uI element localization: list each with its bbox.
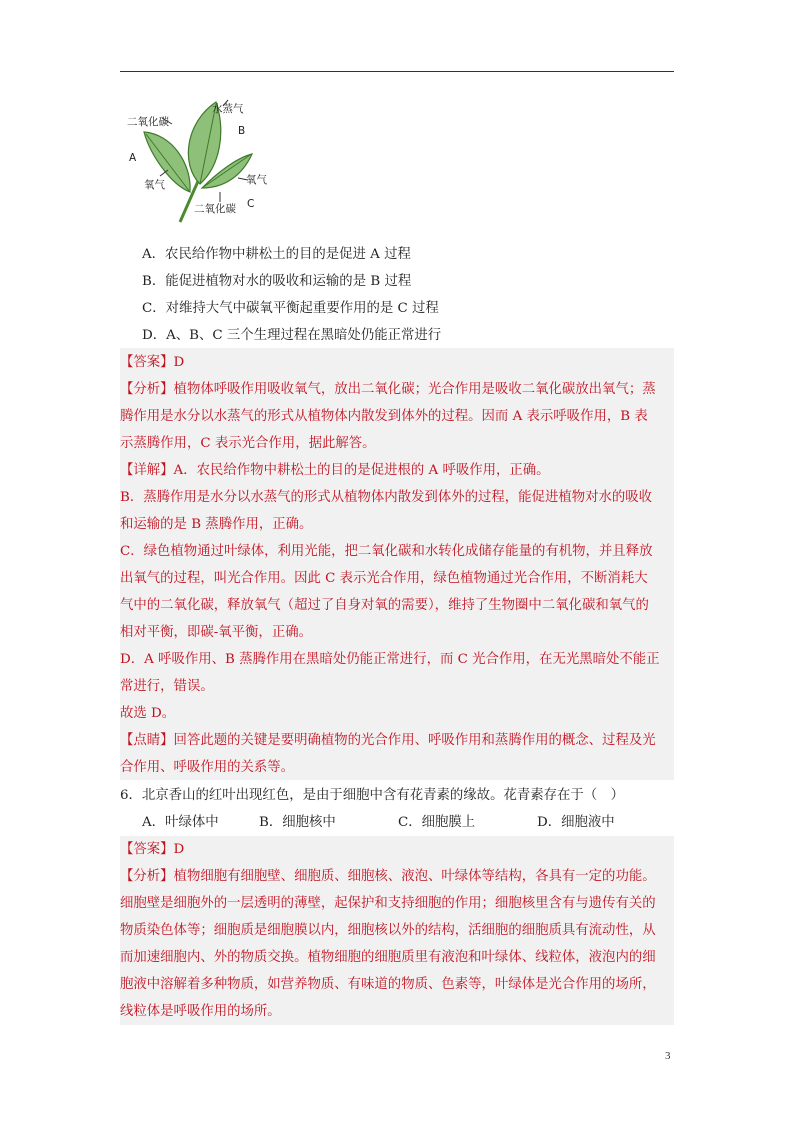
q5-option-c: C．对维持大气中碳氧平衡起重要作用的是 C 过程 <box>142 301 439 316</box>
q6-analysis-line: 物质染色体等；细胞质是细胞膜以内，细胞核以外的结构，活细胞的细胞质具有流动性，从 <box>120 923 656 938</box>
q6-analysis-line: 而加速细胞内、外的物质交换。植物细胞的细胞质里有液泡和叶绿体、线粒体，液泡内的细 <box>120 950 656 965</box>
label-oxygen-left: 氧气 <box>144 179 165 191</box>
q6-analysis-line: 【分析】植物细胞有细胞壁、细胞质、细胞核、液泡、叶绿体等结构，各具有一定的功能。 <box>120 869 656 884</box>
q5-detail-line: 和运输的是 B 蒸腾作用，正确。 <box>120 517 313 532</box>
q6-stem: 6．北京香山的红叶出现红色，是由于细胞中含有花青素的缘故。花青素存在于（ ） <box>120 788 624 803</box>
q6-answer: 【答案】D <box>120 842 185 857</box>
q5-detail-line: 【详解】A．农民给作物中耕松土的目的是促进根的 A 呼吸作用，正确。 <box>120 463 550 478</box>
label-letter-b: B <box>238 125 246 137</box>
q5-detail-line: B．蒸腾作用是水分以水蒸气的形式从植物体内散发到体外的过程，能促进植物对水的吸收 <box>120 490 653 505</box>
label-carbon-dioxide-bottom: 二氧化碳 <box>194 203 236 215</box>
q5-option-a: A．农民给作物中耕松土的目的是促进 A 过程 <box>142 247 411 262</box>
q6-answer-block <box>120 836 674 1025</box>
header-rule <box>120 71 674 72</box>
q5-analysis-line: 示蒸腾作用，C 表示光合作用，据此解答。 <box>120 436 376 451</box>
q5-option-b: B．能促进植物对水的吸收和运输的是 B 过程 <box>142 274 412 289</box>
q6-option-b: B．细胞核中 <box>259 815 336 830</box>
page-number: 3 <box>665 1050 671 1062</box>
q5-detail-line: D．A 呼吸作用、B 蒸腾作用在黑暗处仍能正常进行，而 C 光合作用，在无光黑暗处不能正 <box>120 652 660 667</box>
q6-option-d: D．细胞液中 <box>537 815 615 830</box>
q5-detail-line: 气中的二氧化碳，释放氧气（超过了自身对氧的需要），维持了生物圈中二氧化碳和氧气的 <box>120 598 649 613</box>
q5-analysis-line: 腾作用是水分以水蒸气的形式从植物体内散发到体外的过程。因而 A 表示呼吸作用，B 表 <box>120 409 648 424</box>
q5-detail-line: 出氧气的过程，叫光合作用。因此 C 表示光合作用，绿色植物通过光合作用，不断消耗大 <box>120 571 648 586</box>
label-carbon-dioxide-top: 二氧化碳 <box>127 116 169 128</box>
q5-detail-line: 相对平衡，即碳-氧平衡，正确。 <box>120 625 312 640</box>
q5-choice-line: 故选 D。 <box>120 706 176 721</box>
q5-comment-line: 【点睛】回答此题的关键是要明确植物的光合作用、呼吸作用和蒸腾作用的概念、过程及光 <box>120 733 656 748</box>
q5-analysis-line: 【分析】植物体呼吸作用吸收氧气，放出二氧化碳；光合作用是吸收二氧化碳放出氧气；蒸 <box>120 382 656 397</box>
q5-comment-line: 合作用、呼吸作用的关系等。 <box>120 760 295 775</box>
label-letter-a: A <box>129 152 137 164</box>
q5-detail-line: 常进行，错误。 <box>120 679 214 694</box>
leaf-figure <box>120 92 280 227</box>
q6-option-a: A．叶绿体中 <box>142 815 219 830</box>
label-water-vapor: 水蒸气 <box>212 103 244 115</box>
label-letter-c: C <box>247 198 255 210</box>
q5-answer: 【答案】D <box>120 355 185 370</box>
q5-answer-block <box>120 348 674 780</box>
q6-analysis-line: 细胞壁是细胞外的一层透明的薄壁，起保护和支持细胞的作用；细胞核里含有与遗传有关的 <box>120 896 656 911</box>
q6-analysis-line: 线粒体是呼吸作用的场所。 <box>120 1004 281 1019</box>
q5-option-d: D．A、B、C 三个生理过程在黑暗处仍能正常进行 <box>142 328 442 343</box>
q6-analysis-line: 胞液中溶解着多种物质，如营养物质、有味道的物质、色素等，叶绿体是光合作用的场所， <box>120 977 656 992</box>
q6-option-c: C．细胞膜上 <box>398 815 476 830</box>
q5-detail-line: C．绿色植物通过叶绿体，利用光能，把二氧化碳和水转化成储存能量的有机物，并且释放 <box>120 544 653 559</box>
label-oxygen-right: 氧气 <box>246 174 267 186</box>
